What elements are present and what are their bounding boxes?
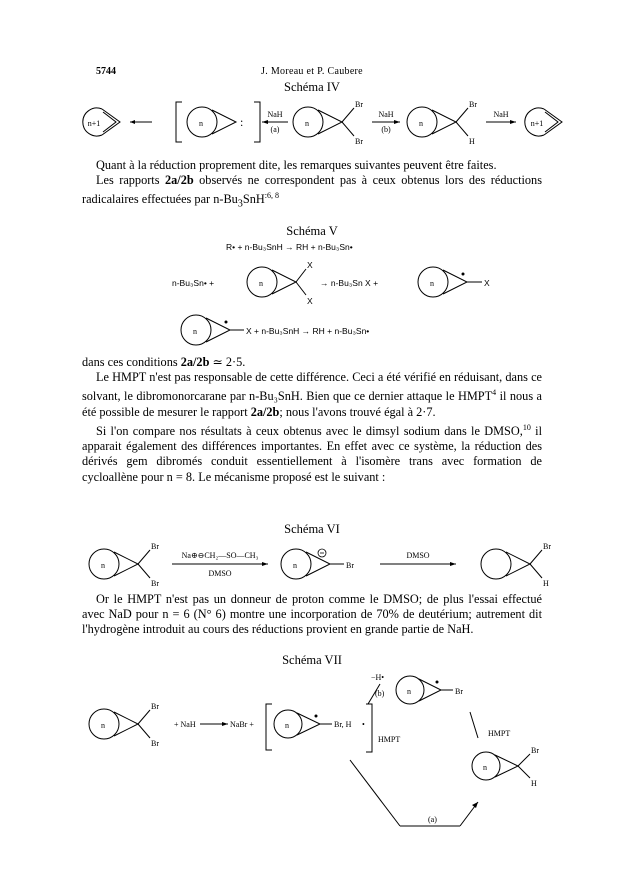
svg-text:Br: Br [346, 561, 354, 570]
svg-text:Br, H: Br, H [334, 720, 352, 729]
svg-text:Br: Br [151, 702, 159, 711]
svg-text:Br: Br [543, 542, 551, 551]
svg-text:NaH: NaH [378, 110, 394, 119]
scheme-iv-title: Schéma IV [284, 80, 340, 94]
cycloallene-right [525, 108, 562, 136]
svg-text:NaH: NaH [267, 110, 283, 119]
carbene-intermediate [176, 102, 260, 142]
svg-text:Br: Br [151, 542, 159, 551]
svg-text:HMPT: HMPT [488, 729, 511, 738]
paragraph-hmpt: dans ces conditions 2a/2b ≃ 2·5. Le HMPT n'est pas responsable de cette différence. Ceci a été vérifié en réduisant, dans ce solvant, le dibromonorcarane par n-Bu₃SnH. Bien que ce dernier attaque le HMPT$^4$ il nous a été possible de mesurer le rapport 2a/2b; nous l'avons trouvé égal à 2·7. Si l'on compare nos résultats à ceux obtenus avec le dimsyl sodium dans le DMSO,$^{10}$ il apparait également des différences importantes. En effet avec ce système, la réduction des dérivés gem dibromés conduit essentiellement à l'isomère trans avec formation de cycloallène pour n = 8. Le mécanisme proposé est le suivant : [82, 355, 542, 484]
running-header-authors: J. Moreau et P. Caubere [261, 66, 363, 77]
scheme-v-eq3: X + n-Bu₃SnH → RH + n-Bu₃Sn• [246, 326, 370, 336]
scheme-vi-reagent: Na⊕⊖CH₂—SO—CH₃ [181, 551, 259, 560]
cycloallene-left [83, 108, 120, 136]
dibromide [293, 100, 363, 146]
svg-text:n: n [101, 561, 105, 570]
svg-text:Br: Br [469, 100, 477, 109]
scheme-v-eq1: R• + n-Bu₃SnH → RH + n-Bu₃Sn• [226, 242, 353, 252]
svg-text:n+1: n+1 [530, 119, 544, 128]
svg-text:X: X [484, 278, 490, 288]
svg-text:n: n [407, 687, 411, 696]
svg-text:•: • [362, 720, 365, 729]
page-number: 5744 [96, 66, 116, 77]
svg-text:n: n [305, 119, 309, 128]
scheme-iv-diagram [0, 92, 624, 152]
scheme-vii-diagram [0, 668, 624, 834]
svg-text:H: H [543, 579, 549, 588]
svg-text::: : [240, 115, 244, 129]
svg-text:Br: Br [151, 739, 159, 748]
scheme-v-eq2-right: → n-Bu₃Sn X + [320, 278, 379, 288]
svg-text:Br: Br [531, 746, 539, 755]
svg-text:+ NaH: + NaH [174, 720, 196, 729]
svg-text:n: n [483, 763, 487, 772]
svg-text:(b): (b) [375, 689, 385, 698]
scheme-v-eq2-left: n-Bu₃Sn• + [172, 278, 215, 288]
svg-text:HMPT: HMPT [378, 735, 401, 744]
svg-text:DMSO: DMSO [208, 569, 232, 578]
scheme-vi-title: Schéma VI [284, 522, 340, 536]
svg-text:n: n [101, 721, 105, 730]
svg-text:n: n [193, 327, 197, 336]
svg-text:−H•: −H• [371, 673, 385, 682]
ring-label: n+1 [87, 119, 101, 128]
svg-text:n: n [285, 721, 289, 730]
svg-text:(a): (a) [428, 815, 437, 824]
svg-text:X: X [307, 296, 313, 306]
svg-text:n: n [293, 561, 297, 570]
svg-text:(a): (a) [270, 125, 280, 134]
svg-text:n: n [430, 279, 434, 288]
svg-text:Br: Br [355, 100, 363, 109]
svg-text:H: H [469, 137, 475, 146]
svg-text:n: n [419, 119, 423, 128]
svg-text:(b): (b) [381, 125, 391, 134]
svg-text:Br: Br [455, 687, 463, 696]
monobromide [407, 100, 477, 146]
paragraph-proton-donor: Or le HMPT n'est pas un donneur de proton comme le DMSO; de plus l'essai effectué avec NaD pour n = 6 (N° 6) montre une incorporation de 70% de deutérium; autrement dit l'hydrogène introduit au cours des réductions provient en grande partie de NaH. [82, 592, 542, 637]
svg-text:H: H [531, 779, 537, 788]
svg-text:X: X [307, 260, 313, 270]
scheme-v-title: Schéma V [286, 224, 338, 238]
svg-text:NaBr +: NaBr + [230, 720, 254, 729]
scheme-vi-diagram [0, 536, 624, 592]
svg-text:DMSO: DMSO [406, 551, 430, 560]
svg-text:Br: Br [151, 579, 159, 588]
scheme-vii-title: Schéma VII [282, 653, 342, 667]
svg-text:n: n [199, 119, 203, 128]
svg-text:n: n [259, 279, 263, 288]
scheme-v-diagram [0, 238, 624, 356]
svg-text:Br: Br [355, 137, 363, 146]
paragraph-reduction: Quant à la réduction proprement dite, les remarques suivantes peuvent être faites. Les rapports 2a/2b observés ne correspondent pas à ceux obtenus lors des réductions radicalaires effectuées par $n-Bu_3SnH^{:6, 8}$ [82, 158, 542, 210]
svg-text:NaH: NaH [493, 110, 509, 119]
